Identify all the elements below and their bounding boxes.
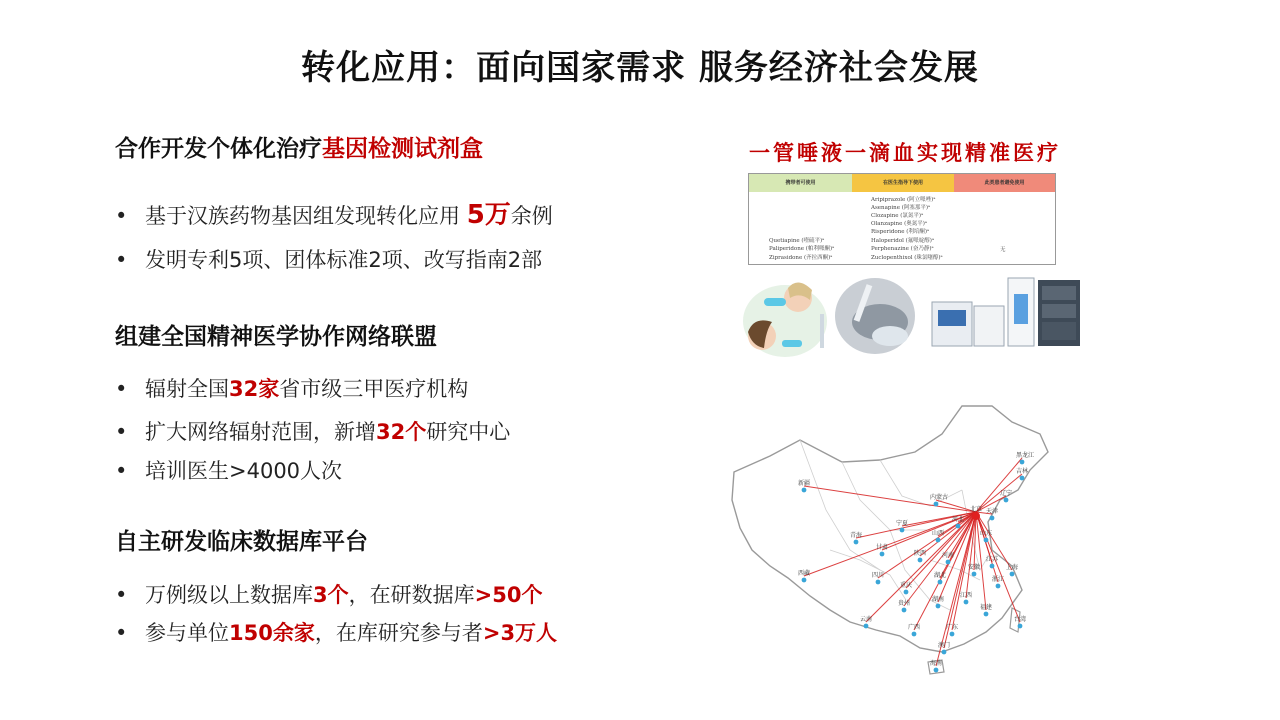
bullet-item: [115, 194, 553, 231]
bullet-item: [115, 416, 510, 446]
section-heading-gene-kit: [115, 130, 483, 163]
slogan-text: 一管唾液一滴血实现精准医疗: [749, 140, 1061, 165]
bullet-text: 发明专利5项、团体标准2项、改写指南2部: [145, 248, 543, 272]
bullet-text: 省市级三甲医疗机构: [279, 377, 469, 401]
site-node: [880, 552, 885, 557]
bullet-text: 扩大网络辐射范围，新增: [145, 420, 376, 444]
site-node: [950, 632, 955, 637]
bullet-item: [115, 455, 342, 485]
province-label: 河南: [942, 552, 955, 559]
site-node: [904, 590, 909, 595]
table-cell: Haloperidol (氟哌啶醇)ᵃ: [871, 238, 935, 244]
province-label: 青海: [850, 532, 863, 539]
table-cell: Ziprasidone (齐拉西酮)ᵃ: [769, 255, 833, 261]
bullet-text: 万例级以上数据库: [145, 583, 313, 607]
site-node: [802, 578, 807, 583]
province-label: 湖南: [932, 596, 945, 603]
site-node: [990, 564, 995, 569]
table-header-cell: 携带者可使用: [749, 174, 852, 192]
bullet-glyph: •: [115, 420, 128, 444]
province-label: 内蒙古: [930, 494, 949, 501]
bullet-glyph: •: [115, 204, 128, 228]
province-label: 天津: [986, 508, 999, 515]
site-node: [942, 650, 947, 655]
site-node: [964, 600, 969, 605]
bullet-highlight: 150余家: [229, 621, 315, 645]
bullet-highlight: 5万: [466, 200, 511, 230]
province-label: 江西: [960, 592, 973, 599]
bullet-text: ，在研数据库: [348, 583, 475, 607]
bullet-highlight: 3个: [313, 583, 349, 607]
province-label: 新疆: [798, 480, 811, 487]
site-node: [936, 538, 941, 543]
province-label: 黑龙江: [1016, 452, 1035, 459]
province-label: 江苏: [986, 556, 999, 563]
bullet-item: [115, 579, 542, 609]
bullet-highlight: >3万人: [482, 621, 558, 645]
province-label: 广西: [908, 624, 921, 631]
bullet-highlight: 32家: [229, 377, 280, 401]
lab-photos: [740, 276, 1086, 358]
table-cell: Zuclopenthixol (珠氯噻醇)ᵃ: [871, 255, 943, 261]
china-outline: [732, 406, 1048, 652]
table-cell: Clozapine (氯氮平)ᵃ: [871, 213, 924, 219]
province-label: 云南: [860, 616, 873, 623]
site-node: [934, 502, 939, 507]
province-label: 海南: [930, 660, 943, 667]
province-label: 澳门: [938, 642, 951, 649]
site-node: [918, 558, 923, 563]
saliva-sample-illustration: [743, 282, 827, 357]
bullet-text: 研究中心: [426, 420, 511, 444]
site-node: [938, 580, 943, 585]
heading-text: 合作开发个体化治疗: [115, 136, 322, 162]
drug-table: [748, 173, 1056, 265]
site-node: [934, 668, 939, 673]
site-node: [936, 604, 941, 609]
bullet-highlight: >50个: [474, 583, 543, 607]
heading-highlight: 基因检测试剂盒: [322, 136, 483, 162]
province-label: 宁夏: [896, 520, 909, 527]
site-node: [996, 584, 1001, 589]
table-cell: Olanzapine (奥氮平)ᵃ: [871, 221, 928, 227]
page-title: 转化应用：面向国家需求 服务经济社会发展: [301, 48, 979, 88]
bullet-item: [115, 373, 468, 403]
province-label: 吉林: [1016, 468, 1029, 475]
table-cell: 无: [1000, 247, 1006, 253]
province-label: 辽宁: [1000, 490, 1013, 497]
table-header-cell: 在医生指导下使用: [852, 174, 954, 192]
site-node: [1020, 476, 1025, 481]
province-label: 湖北: [934, 572, 947, 579]
province-label: 安徽: [968, 564, 981, 571]
site-node: [984, 538, 989, 543]
province-label: 浙江: [992, 576, 1005, 583]
site-node: [854, 540, 859, 545]
province-label: 河北: [952, 516, 965, 523]
bullet-glyph: •: [115, 459, 128, 483]
site-node: [900, 528, 905, 533]
site-node: [972, 572, 977, 577]
bullet-text: 参与单位: [145, 621, 229, 645]
province-label: 上海: [1006, 564, 1019, 571]
province-label: 甘肃: [876, 544, 889, 551]
site-node: [946, 560, 951, 565]
sequencer-instruments: [932, 278, 1080, 346]
table-cell: Aripiprazole (阿立哌唑)ᵃ: [871, 197, 936, 203]
site-node: [902, 608, 907, 613]
bullet-glyph: •: [115, 377, 128, 401]
province-label: 台湾: [1014, 616, 1027, 623]
table-cell: Paliperidone (帕利哌酮)ᵃ: [769, 246, 835, 252]
table-cell: Perphenazine (奋乃静)ᵃ: [871, 246, 934, 252]
site-node: [876, 580, 881, 585]
table-cell: Risperidone (利培酮)ᵃ: [871, 229, 930, 235]
site-node: [1018, 624, 1023, 629]
bullet-item: [115, 617, 557, 647]
bullet-highlight: 32个: [376, 420, 427, 444]
site-node: [984, 612, 989, 617]
bullet-text: 培训医生>4000人次: [145, 459, 343, 483]
site-node: [864, 624, 869, 629]
table-cell: Quetiapine (喹硫平)ᵃ: [769, 238, 825, 244]
site-node: [1004, 498, 1009, 503]
bullet-text: 余例: [510, 204, 553, 228]
site-node: [956, 524, 961, 529]
site-node: [1010, 572, 1015, 577]
hub-node: [972, 512, 980, 520]
bullet-text: 辐射全国: [145, 377, 229, 401]
pipetting-photo: [835, 278, 915, 354]
province-label: 重庆: [900, 582, 913, 589]
bullet-glyph: •: [115, 583, 128, 607]
province-label: 北京: [970, 506, 983, 513]
site-node: [802, 488, 807, 493]
section-heading-network: 组建全国精神医学协作网络联盟: [115, 324, 437, 350]
bullet-item: [115, 244, 542, 274]
site-node: [912, 632, 917, 637]
china-network-map: [730, 400, 1070, 680]
bullet-glyph: •: [115, 621, 128, 645]
province-label: 四川: [872, 572, 885, 579]
province-label: 陕西: [914, 550, 927, 557]
section-heading-database: 自主研发临床数据库平台: [115, 529, 368, 555]
table-header-cell: 此类患者避免使用: [954, 174, 1055, 192]
province-label: 山西: [932, 530, 945, 537]
bullet-glyph: •: [115, 248, 128, 272]
province-label: 山东: [980, 530, 993, 537]
province-label: 福建: [980, 604, 993, 611]
province-label: 贵州: [898, 600, 911, 607]
bullet-text: ，在库研究参与者: [314, 621, 483, 645]
bullet-text: 基于汉族药物基因组发现转化应用: [145, 204, 467, 228]
province-label: 广东: [946, 624, 959, 631]
province-label: 西藏: [798, 570, 811, 577]
site-node: [1020, 460, 1025, 465]
site-node: [990, 516, 995, 521]
table-cell: Asenapine (阿塞那平)ᵃ: [871, 205, 931, 211]
